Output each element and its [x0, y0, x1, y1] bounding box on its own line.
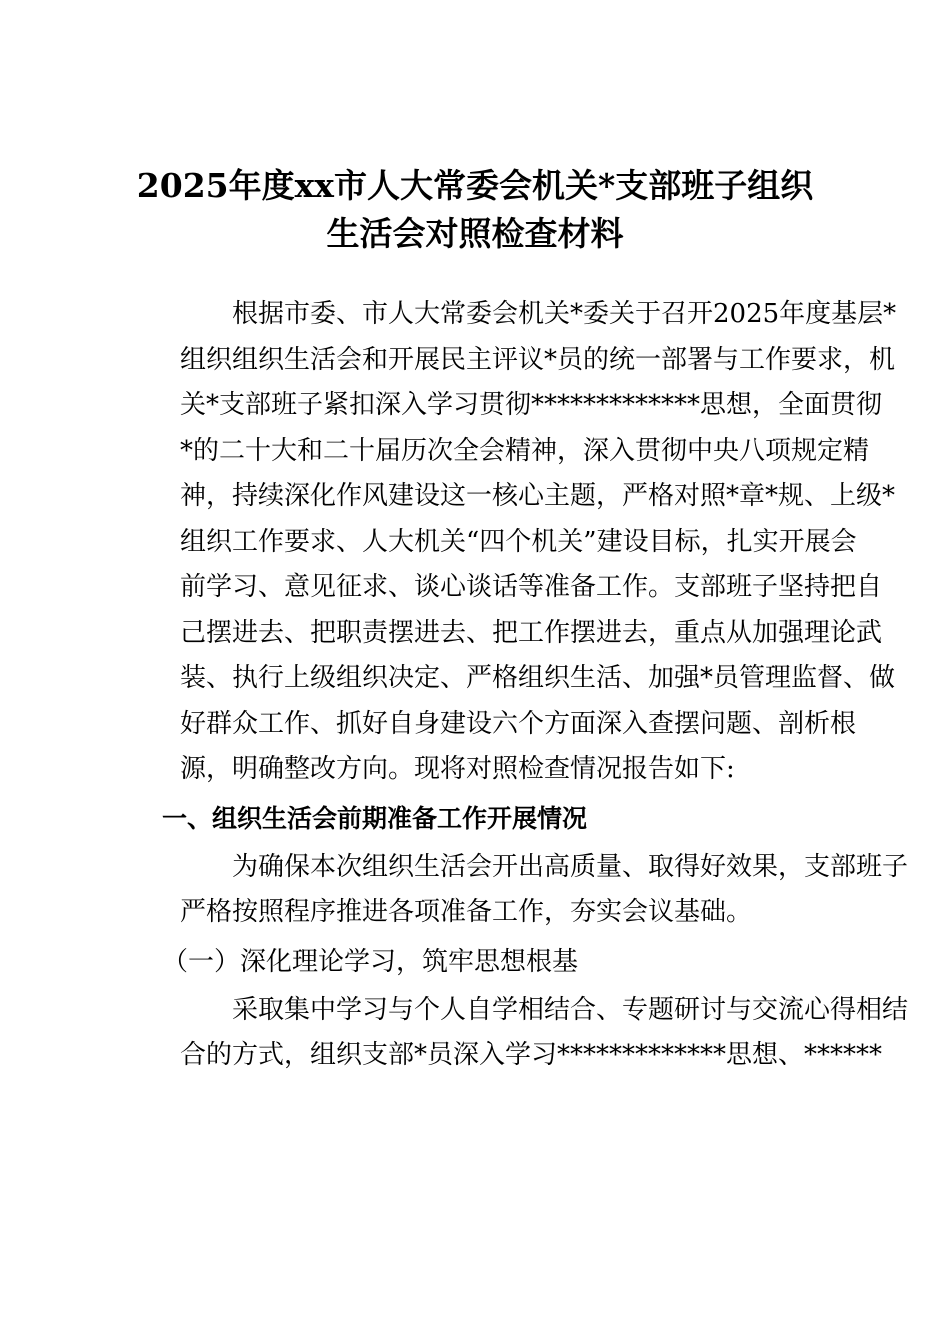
- subsection-heading: （一）深化理论学习，筑牢思想根基: [162, 946, 579, 977]
- subsection-paragraph: [128, 988, 909, 1079]
- text-line: 己摆进去、把职责摆进去、把工作摆进去，重点从加强理论武: [180, 617, 883, 648]
- text-line: 严格按照程序推进各项准备工作，夯实会议基础。: [180, 897, 753, 927]
- section-heading: 一、组织生活会前期准备工作开展情况: [162, 803, 588, 833]
- text-line: 前学习、意见征求、谈心谈话等准备工作。支部班子坚持把自: [180, 572, 883, 602]
- text-line: 神，持续深化作风建设这一核心主题，严格对照*章*规、上级*: [180, 481, 896, 511]
- text-line: 源，明确整改方向。现将对照检查情况报告如下:: [180, 754, 735, 784]
- text-line: 组织工作要求、人大机关“四个机关”建设目标，扎实开展会: [180, 526, 857, 557]
- title-line-2: 生活会对照检查材料: [326, 214, 624, 253]
- title-line-1: 2025年度xx市人大常委会机关*支部班子组织: [136, 166, 814, 205]
- text-line: 为确保本次组织生活会开出高质量、取得好效果，支部班子: [232, 851, 909, 882]
- text-line: 组织组织生活会和开展民主评议*员的统一部署与工作要求，机: [180, 344, 896, 375]
- text-line: 采取集中学习与个人自学相结合、专题研讨与交流心得相结: [232, 994, 909, 1025]
- section-paragraph: [128, 845, 909, 936]
- text-line: 合的方式，组织支部*员深入学习*************思想、******: [180, 1040, 883, 1070]
- text-line: 关*支部班子紧扣深入学习贯彻*************思想，全面贯彻: [180, 390, 883, 420]
- document-title: [100, 162, 850, 258]
- text-line: 装、执行上级组织决定、严格组织生活、加强*员管理监督、做: [180, 663, 896, 693]
- text-line: 好群众工作、抓好自身建设六个方面深入查摆问题、剖析根: [180, 708, 857, 739]
- intro-paragraph: [128, 292, 897, 793]
- document-body: [128, 292, 909, 1079]
- text-line: 根据市委、市人大常委会机关*委关于召开2025年度基层*: [232, 299, 897, 329]
- text-line: *的二十大和二十届历次全会精神，深入贯彻中央八项规定精: [180, 435, 870, 466]
